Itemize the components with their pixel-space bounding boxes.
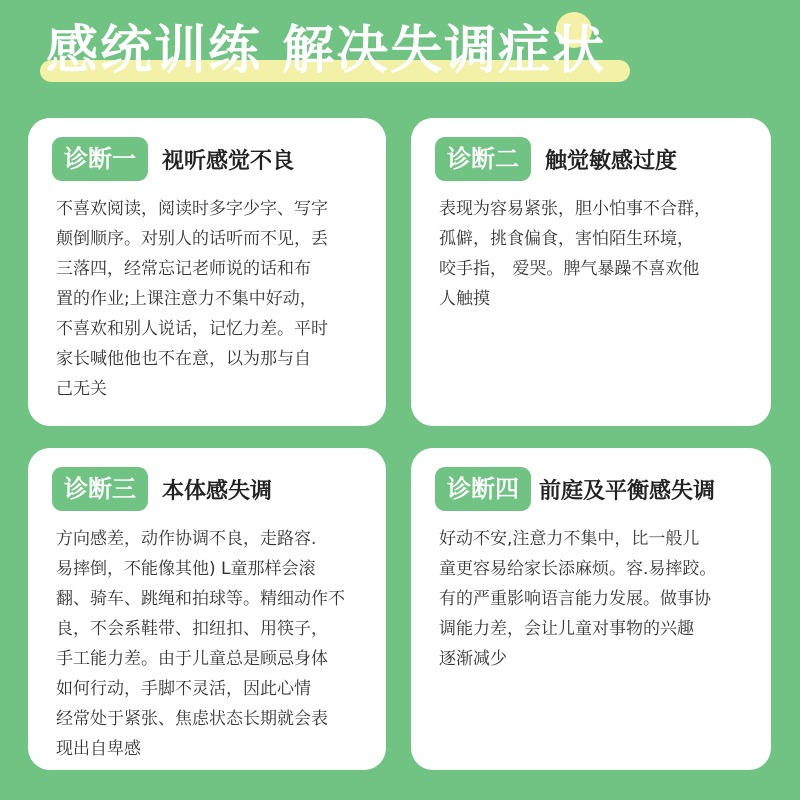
diagnosis-title: 前庭及平衡感失调: [539, 478, 716, 504]
text-line: 童更容易给家长添麻烦。容.易摔跤。: [439, 559, 717, 579]
diagnosis-badge: 诊断二: [435, 137, 531, 181]
diagnosis-badge: 诊断四: [435, 467, 531, 511]
text-line: 易摔倒，不能像其他) L童那样会滚: [56, 559, 316, 579]
diagnosis-title: 视听感觉不良: [162, 148, 295, 174]
text-line: 现出自卑感: [56, 739, 141, 759]
diagnosis-card-4: [411, 448, 771, 770]
text-line: 表现为容易紧张，胆小怕事不合群，: [439, 199, 711, 219]
text-line: 好动不安,注意力不集中，比一般儿: [439, 529, 700, 549]
diagnosis-badge: 诊断一: [52, 137, 148, 181]
diagnosis-title: 触觉敏感过度: [545, 148, 678, 174]
diagnosis-badge: 诊断三: [52, 467, 148, 511]
text-line: 方向感差，动作协调不良，走路容.: [56, 529, 317, 549]
diagnosis-description: [435, 194, 747, 314]
page-title: 感统训练 解决失调症状: [46, 21, 607, 81]
text-line: 三落四，经常忘记老师说的话和布: [56, 259, 311, 279]
card-header: [52, 466, 362, 512]
card-header: [52, 136, 362, 182]
card-header: [435, 466, 747, 512]
diagnosis-description: [52, 194, 362, 404]
diagnosis-description: [52, 524, 362, 764]
text-line: 经常处于紧张、焦虑状态长期就会表: [56, 709, 328, 729]
text-line: 有的严重影响语言能力发展。做事协: [439, 589, 711, 609]
text-line: 不喜欢阅读，阅读时多字少字、写字: [56, 199, 328, 219]
diagnosis-description: [435, 524, 747, 674]
text-line: 置的作业;上课注意力不集中好动，: [56, 289, 317, 309]
text-line: 颠倒顺序。对别人的话听而不见，丢: [56, 229, 328, 249]
text-line: 翻、骑车、跳绳和拍球等。精细动作不: [56, 589, 345, 609]
diagnosis-title: 本体感失调: [162, 478, 273, 504]
card-header: [435, 136, 747, 182]
text-line: 孤僻，挑食偏食，害怕陌生环境，: [439, 229, 694, 249]
diagnosis-card-2: [411, 118, 771, 426]
diagnosis-card-1: [28, 118, 386, 426]
text-line: 调能力差，会让儿童对事物的兴趣: [439, 619, 694, 639]
text-line: 家长喊他他也不在意，以为那与自: [56, 349, 311, 369]
text-line: 良，不会系鞋带、扣纽扣、用筷子，: [56, 619, 328, 639]
text-line: 手工能力差。由于儿童总是顾忌身体: [56, 649, 328, 669]
text-line: 己无关: [56, 379, 107, 399]
text-line: 咬手指， 爱哭。脾气暴躁不喜欢他: [439, 259, 700, 279]
text-line: 如何行动，手脚不灵活，因此心情: [56, 679, 311, 699]
text-line: 人触摸: [439, 289, 490, 309]
diagnosis-card-3: [28, 448, 386, 770]
text-line: 不喜欢和别人说话，记忆力差。平时: [56, 319, 328, 339]
text-line: 逐渐减少: [439, 649, 507, 669]
